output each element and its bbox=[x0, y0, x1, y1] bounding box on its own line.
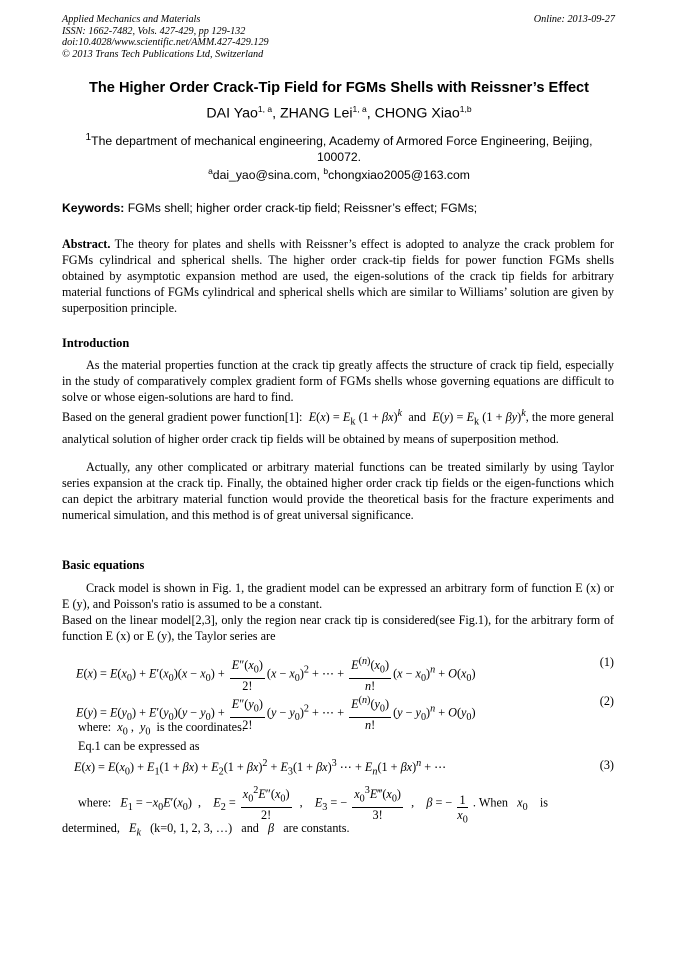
affiliation-text: The department of mechanical engineering, Academy of Armored Force Engineering, Beijing, 100072. bbox=[91, 134, 593, 165]
keywords bbox=[62, 201, 477, 215]
email-line bbox=[0, 166, 678, 182]
author-sup: 1, a bbox=[257, 104, 273, 114]
intro-paragraph-3: Actually, any other complicated or arbitrary material functions can be treated similarly by using Taylor series expansion at the crack tip. Finally, the obtained higher order crack tip fields or the eigen-functions which can depict the arbitrary material function would provide the theoretical basis for the fracture experiments and numerical simulation, and this method is of great universal significance. bbox=[62, 460, 614, 522]
keywords-label: Keywords: bbox=[62, 201, 125, 215]
intro-p2-start: Based on the general gradient power function[1]: bbox=[62, 410, 303, 425]
author-name: ZHANG Lei bbox=[280, 105, 353, 122]
and-text: and bbox=[241, 821, 259, 835]
where-text: is the coordinates. bbox=[156, 720, 245, 734]
intro-paragraph-2: Based on the general gradient power function[1]: $E(x) = E_k$ $(1 + \beta x)^k$ and $E(y) = E_k$ $(1 + \beta y)^k$, the more general analytical solution of higher order crack tip fields will be obtained by means of superposition method. bbox=[62, 408, 615, 446]
doi-line: doi:10.4028/www.scientific.net/AMM.427-429.129 bbox=[62, 37, 269, 49]
online-date: Online: 2013-09-27 bbox=[533, 14, 615, 25]
keywords-text: FGMs shell; higher order crack-tip field; Reissner’s effect; FGMs; bbox=[124, 201, 478, 215]
basic-paragraph-2: Based on the linear model[2,3], only the region near crack tip is considered(see Fig.1), for the arbitrary form of function E (x) or E (y), the Taylor series are bbox=[62, 613, 614, 643]
is-text: is bbox=[539, 795, 548, 810]
basic-paragraph-1: Crack model is shown in Fig. 1, the gradient model can be expressed an arbitrary form of function E (x) or E (y), and Poisson's ratio is assumed to be a constant. bbox=[62, 581, 614, 611]
affiliation-sup: 1 bbox=[85, 132, 92, 143]
email-sup: b bbox=[323, 166, 329, 176]
when-text: . When bbox=[472, 795, 509, 810]
determined-line: determined, $E_k$ (k=0, 1, 2, 3, …) and β are constants. bbox=[62, 821, 350, 839]
abstract bbox=[62, 236, 614, 316]
k-list: (k=0, 1, 2, 3, …) bbox=[150, 821, 233, 835]
email-a[interactable]: dai_yao@sina.com, bbox=[212, 168, 324, 183]
eq1-expressed: Eq.1 can be expressed as bbox=[78, 739, 200, 753]
where-line-2: where: $E_1 = -x_0E'(x_0)$ , $E_2$ = $\frac{x_0^2E''(x_0)}{2!}$ , $E_3$ = − $\frac{x_0^3E‴(x_0)}{3!}$ , β = − $\frac{1}{x_0}$ . When $x_0$ is bbox=[78, 785, 548, 825]
abstract-text: The theory for plates and shells with Reissner’s effect is adopted to analyze the crack problem for FGMs cylindrical and spherical shells. The higher order crack-tip fields for power function FGMs shells obtained by asymptotic expansion method are used, the eigen-solutions of the crack tip fields for arbitrary material functions of FGMs cylindrical and spherical shells which are similar to Williams’ solution are given by superposition principle. bbox=[62, 237, 614, 315]
intro-p2-and: and bbox=[408, 410, 426, 425]
determined-text: determined, bbox=[62, 821, 120, 835]
journal-header bbox=[62, 14, 269, 60]
journal-name: Applied Mechanics and Materials bbox=[62, 14, 201, 25]
constants-text: are constants. bbox=[283, 821, 350, 835]
author-sup: 1,b bbox=[459, 104, 472, 114]
where-line-1: where: $x_0$ , $y_0$ is the coordinates. bbox=[78, 720, 245, 738]
paper-title: The Higher Order Crack-Tip Field for FGMs Shells with Reissner’s Effect bbox=[88, 80, 590, 96]
abstract-label: Abstract. bbox=[62, 237, 111, 251]
issn-line: ISSN: 1662-7482, Vols. 427-429, pp 129-132 bbox=[62, 25, 246, 37]
author-sup: 1, a bbox=[352, 104, 367, 114]
equation-number: (3) bbox=[599, 758, 614, 772]
copyright-line: © 2013 Trans Tech Publications Ltd, Switzerland bbox=[62, 48, 264, 60]
author-line: DAI Yao$^{1, a}$, ZHANG Lei$^{1, a}$, CHONG Xiao$^{1,b}$ bbox=[206, 104, 472, 122]
intro-p2-end: , the more general analytical solution of higher order crack tip fields will be obtained by means of superposition method. bbox=[62, 410, 615, 446]
author-name: CHONG Xiao bbox=[374, 105, 460, 122]
email-b[interactable]: chongxiao2005@163.com bbox=[328, 168, 470, 183]
author-name: DAI Yao bbox=[206, 105, 258, 122]
equation-number: (1) bbox=[599, 655, 614, 669]
section-heading-basic-equations: Basic equations bbox=[62, 558, 145, 572]
email-sup: a bbox=[208, 166, 213, 176]
paper-page: Applied Mechanics and Materials ISSN: 1662-7482, Vols. 427-429, pp 129-132 doi:10.4028/www.scientific.net/AMM.427-429.129 © 2013 Trans Tech Publications Ltd, Switzerland Online: 2013-09-27 The Higher Order Crack-Tip Field for FGMs Shells with Reissner’s Effect DAI Yao$^{1, a}$, ZHANG Lei$^{1, a}$, CHONG Xiao$^{1,b}$ $^1$The department of mechanical engineering, Academy of Armored Force Engineering, Beijing, 100072. $^a$dai_yao@sina.com, $^b$chongxiao2005@163.com Keywords: FGMs shell; higher order crack-tip field; Reissner’s effect; FGMs; Abstract. The theory for plates and shells with Reissner’s effect is adopted to analyze the crack problem for FGMs cylindrical and spherical shells. The higher order crack-tip fields for power function FGMs shells obtained by asymptotic expansion method are used, the eigen-solutions of the crack tip fields for arbitrary material functions of FGMs cylindrical and spherical shells which are similar to Williams’ solution are given by superposition principle. Introduction As the material properties function at the crack tip greatly affects the structure of crack tip field, especially in the study of comparatively complex gradient form of FGMs shells whose governing equations are difficult to solve or whose eigen-solutions are hard to find. Based on the general gradient power function[1]: $E(x) = E_k$ $(1 + \beta x)^k$ and $E(y) = E_k$ $(1 + \beta y)^k$, the more general analytical solution of higher order crack tip fields will be obtained by means of superposition method. Actually, any other complicated or arbitrary material functions can be treated similarly by using Taylor series expansion at the crack tip. Finally, the obtained higher order crack tip fields or the eigen-functions which can depict the arbitrary material function would provide the theoretical basis for the fracture experiments and numerical simulation, and this method is of great universal significance. Basic equations Crack model is shown in Fig. 1, the gradient model can be expressed an arbitrary form of function E (x) or E (y), and Poisson's ratio is assumed to be a constant. Based on the linear model[2,3], only the region near crack tip is considered(see Fig.1), for the arbitrary form of function E (x) or E (y), the Taylor series are $E(x) = E(x_0) + E'(x_0)(x - x_0)$ + $\frac{E''(x_0)}{2!}$ $(x - x_0)^2$ + ⋯ + $\frac{E^{(n)}(x_0)}{n!}$ $(x - x_0)^n + O(x_0)$ (1) $E(y) = E(y_0) + E'(y_0)(y - y_0)$ + $\frac{E''(y_0)}{2!}$ $(y - y_0)^2$ + ⋯ + $\frac{E^{(n)}(y_0)}{n!}$ $(y - y_0)^n + O(y_0)$ (2) where: $x_0$ , $y_0$ is the coordinates. Eq.1 can be expressed as $E(x) = E(x_0) + E_1(1 + \beta x) + E_2(1 + \beta x)^2 + E_3(1 + \beta x)^3$ ⋯ + $E_n(1 + \beta x)^n$ + ⋯ (3) where: $E_1 = -x_0E'(x_0)$ , $E_2$ = $\frac{x_0^2E''(x_0)}{2!}$ , $E_3$ = − $\frac{x_0^3E‴(x_0)}{3!}$ , β = − $\frac{1}{x_0}$ . When $x_0$ is determined, $E_k$ (k=0, 1, 2, 3, …) and β are constants. bbox=[0, 0, 678, 959]
where-label: where: bbox=[78, 720, 112, 734]
affiliation bbox=[80, 130, 598, 165]
equation-number: (2) bbox=[599, 694, 614, 708]
where-label: where: bbox=[78, 795, 112, 810]
section-heading-introduction: Introduction bbox=[62, 336, 130, 350]
intro-paragraph-1: As the material properties function at the crack tip greatly affects the structure of crack tip field, especially in the study of comparatively complex gradient form of FGMs shells whose governing equations are difficult to solve or whose eigen-solutions are hard to find. bbox=[62, 358, 614, 404]
